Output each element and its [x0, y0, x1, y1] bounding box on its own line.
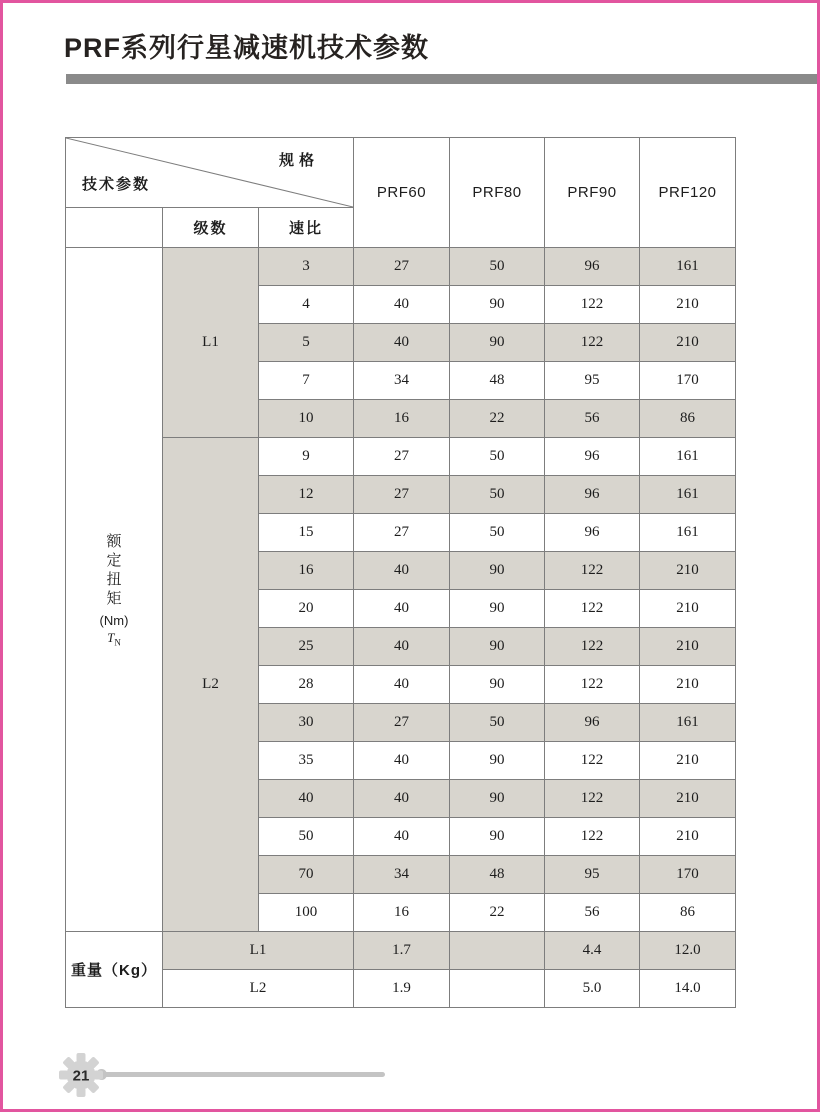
value-cell: 48 — [450, 856, 545, 894]
table-corner-cell — [66, 138, 354, 208]
value-cell: 122 — [545, 666, 640, 704]
value-cell: 40 — [354, 742, 450, 780]
value-cell: 96 — [545, 438, 640, 476]
value-cell: 27 — [354, 476, 450, 514]
sub-header-stage: 级数 — [163, 208, 259, 248]
value-cell: 90 — [450, 286, 545, 324]
ratio-cell: 4 — [259, 286, 354, 324]
value-cell: 90 — [450, 552, 545, 590]
value-cell: 22 — [450, 400, 545, 438]
row-group-label-rated-torque — [66, 248, 163, 932]
ratio-cell: 30 — [259, 704, 354, 742]
corner-label-tech-params: 技术参数 — [82, 176, 151, 193]
value-cell: 40 — [354, 628, 450, 666]
title-underline-bar — [66, 74, 817, 84]
torque-label-char: 定 — [106, 551, 122, 569]
torque-unit: (Nm) — [99, 612, 129, 628]
ratio-cell: 35 — [259, 742, 354, 780]
empty-header-cell — [66, 208, 163, 248]
ratio-cell: 12 — [259, 476, 354, 514]
value-cell: 90 — [450, 628, 545, 666]
value-cell: 40 — [354, 286, 450, 324]
page-title: PRF系列行星减速机技术参数 — [64, 33, 429, 63]
value-cell: 90 — [450, 780, 545, 818]
value-cell: 90 — [450, 666, 545, 704]
page-number: 21 — [72, 1067, 90, 1085]
value-cell: 27 — [354, 704, 450, 742]
value-cell — [450, 970, 545, 1008]
value-cell: 34 — [354, 362, 450, 400]
col-header-prf80: PRF80 — [450, 138, 545, 248]
value-cell: 122 — [545, 324, 640, 362]
value-cell: 210 — [640, 742, 736, 780]
value-cell: 90 — [450, 590, 545, 628]
value-cell: 95 — [545, 856, 640, 894]
value-cell: 90 — [450, 324, 545, 362]
spec-table — [65, 137, 736, 1008]
ratio-cell: 100 — [259, 894, 354, 932]
ratio-cell: 40 — [259, 780, 354, 818]
value-cell: 16 — [354, 400, 450, 438]
value-cell: 14.0 — [640, 970, 736, 1008]
value-cell: 50 — [450, 514, 545, 552]
value-cell: 12.0 — [640, 932, 736, 970]
footer-rule — [102, 1072, 385, 1077]
ratio-cell: 9 — [259, 438, 354, 476]
value-cell: 96 — [545, 476, 640, 514]
value-cell: 5.0 — [545, 970, 640, 1008]
gear-page-badge — [58, 1052, 104, 1098]
ratio-cell: 20 — [259, 590, 354, 628]
value-cell: 170 — [640, 362, 736, 400]
value-cell: 122 — [545, 818, 640, 856]
value-cell: 50 — [450, 704, 545, 742]
value-cell: 96 — [545, 514, 640, 552]
table-row — [66, 248, 736, 286]
value-cell: 161 — [640, 476, 736, 514]
value-cell: 1.9 — [354, 970, 450, 1008]
torque-label-char: 矩 — [106, 589, 122, 607]
ratio-cell: 16 — [259, 552, 354, 590]
value-cell: 56 — [545, 894, 640, 932]
value-cell: 95 — [545, 362, 640, 400]
ratio-cell: 3 — [259, 248, 354, 286]
value-cell — [450, 932, 545, 970]
value-cell: 210 — [640, 324, 736, 362]
value-cell: 86 — [640, 400, 736, 438]
table-row — [66, 438, 736, 476]
ratio-cell: 5 — [259, 324, 354, 362]
value-cell: 16 — [354, 894, 450, 932]
value-cell: 50 — [450, 248, 545, 286]
weight-stage-cell-l2: L2 — [163, 970, 354, 1008]
value-cell: 122 — [545, 552, 640, 590]
value-cell: 27 — [354, 248, 450, 286]
col-header-prf90: PRF90 — [545, 138, 640, 248]
torque-label-char: 扭 — [106, 570, 122, 588]
torque-label-char: 额 — [106, 532, 122, 550]
value-cell: 50 — [450, 438, 545, 476]
value-cell: 40 — [354, 552, 450, 590]
ratio-cell: 10 — [259, 400, 354, 438]
value-cell: 86 — [640, 894, 736, 932]
value-cell: 122 — [545, 780, 640, 818]
value-cell: 27 — [354, 514, 450, 552]
table-row — [66, 970, 736, 1008]
value-cell: 210 — [640, 552, 736, 590]
value-cell: 40 — [354, 324, 450, 362]
value-cell: 161 — [640, 704, 736, 742]
value-cell: 40 — [354, 780, 450, 818]
weight-stage-cell-l1: L1 — [163, 932, 354, 970]
value-cell: 27 — [354, 438, 450, 476]
value-cell: 210 — [640, 628, 736, 666]
value-cell: 40 — [354, 590, 450, 628]
value-cell: 40 — [354, 818, 450, 856]
ratio-cell: 15 — [259, 514, 354, 552]
corner-label-spec: 规格 — [278, 152, 319, 169]
value-cell: 122 — [545, 590, 640, 628]
spec-table-body — [66, 248, 736, 1008]
torque-symbol: $T_N$ — [107, 629, 121, 648]
value-cell: 1.7 — [354, 932, 450, 970]
value-cell: 170 — [640, 856, 736, 894]
value-cell: 210 — [640, 666, 736, 704]
value-cell: 122 — [545, 628, 640, 666]
value-cell: 90 — [450, 818, 545, 856]
col-header-prf120: PRF120 — [640, 138, 736, 248]
ratio-cell: 28 — [259, 666, 354, 704]
value-cell: 210 — [640, 286, 736, 324]
ratio-cell: 70 — [259, 856, 354, 894]
value-cell: 161 — [640, 438, 736, 476]
value-cell: 161 — [640, 514, 736, 552]
ratio-cell: 7 — [259, 362, 354, 400]
value-cell: 210 — [640, 590, 736, 628]
value-cell: 161 — [640, 248, 736, 286]
value-cell: 122 — [545, 742, 640, 780]
stage-cell-l1: L1 — [163, 248, 259, 438]
value-cell: 40 — [354, 666, 450, 704]
value-cell: 50 — [450, 476, 545, 514]
spec-table-container — [65, 137, 736, 1008]
value-cell: 210 — [640, 780, 736, 818]
weight-row-label: 重量（Kg） — [66, 932, 163, 1008]
value-cell: 90 — [450, 742, 545, 780]
stage-cell-l2: L2 — [163, 438, 259, 932]
ratio-cell: 25 — [259, 628, 354, 666]
value-cell: 96 — [545, 704, 640, 742]
col-header-prf60: PRF60 — [354, 138, 450, 248]
value-cell: 210 — [640, 818, 736, 856]
value-cell: 96 — [545, 248, 640, 286]
ratio-cell: 50 — [259, 818, 354, 856]
value-cell: 56 — [545, 400, 640, 438]
value-cell: 34 — [354, 856, 450, 894]
value-cell: 122 — [545, 286, 640, 324]
value-cell: 4.4 — [545, 932, 640, 970]
value-cell: 22 — [450, 894, 545, 932]
table-row — [66, 932, 736, 970]
sub-header-ratio: 速比 — [259, 208, 354, 248]
value-cell: 48 — [450, 362, 545, 400]
